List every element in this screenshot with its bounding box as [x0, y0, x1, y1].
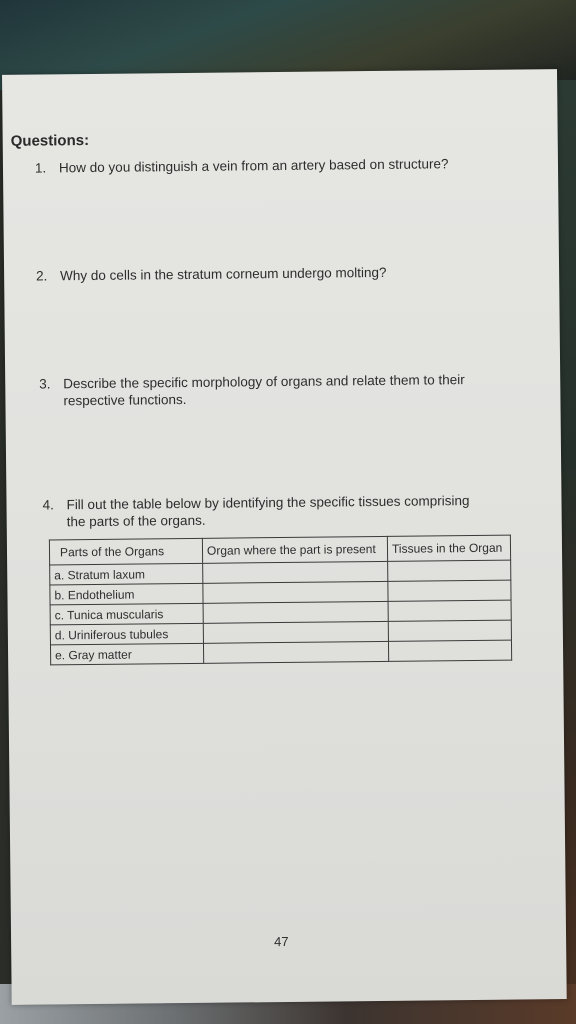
- question-text: How do you distinguish a vein from an artery based on structure?: [58, 156, 449, 176]
- worksheet-page: [2, 69, 567, 1005]
- part-cell: d. Uriniferous tubules: [50, 623, 203, 645]
- question-text: Why do cells in the stratum corneum undergo molting?: [60, 264, 387, 284]
- tissue-cell[interactable]: [388, 640, 511, 661]
- questions-heading: Questions:: [10, 131, 90, 150]
- organ-cell[interactable]: [203, 601, 388, 623]
- organ-cell[interactable]: [203, 641, 388, 663]
- question-4: [42, 492, 482, 531]
- question-number: 2.: [36, 268, 48, 284]
- organ-cell[interactable]: [203, 621, 388, 643]
- question-text: Describe the specific morphology of organs and relate them to their respective functions.: [63, 372, 465, 409]
- organs-table: [49, 535, 512, 666]
- page-number: 47: [274, 933, 289, 950]
- question-number: 4.: [42, 497, 54, 513]
- question-number: 3.: [39, 376, 51, 392]
- question-2: [36, 264, 387, 285]
- organ-cell[interactable]: [203, 581, 388, 603]
- organ-cell[interactable]: [203, 561, 388, 583]
- question-number: 1.: [34, 160, 47, 176]
- column-header-organ: Organ where the part is present: [202, 536, 387, 563]
- question-3: [39, 371, 479, 410]
- part-cell: c. Tunica muscularis: [50, 603, 203, 625]
- part-cell: b. Endothelium: [50, 583, 203, 605]
- question-1: [35, 155, 449, 176]
- tissue-cell[interactable]: [388, 560, 511, 581]
- tissue-cell[interactable]: [388, 600, 511, 621]
- column-header-tissues: Tissues in the Organ: [387, 535, 510, 561]
- question-text: Fill out the table below by identifying the specific tissues comprising the parts of the organs.: [66, 493, 470, 530]
- column-header-parts: Parts of the Organs: [49, 538, 202, 565]
- tissue-cell[interactable]: [388, 620, 511, 641]
- part-cell: e. Gray matter: [50, 643, 203, 665]
- tissue-cell[interactable]: [388, 580, 511, 601]
- table-row: [50, 640, 511, 665]
- part-cell: a. Stratum laxum: [50, 563, 203, 585]
